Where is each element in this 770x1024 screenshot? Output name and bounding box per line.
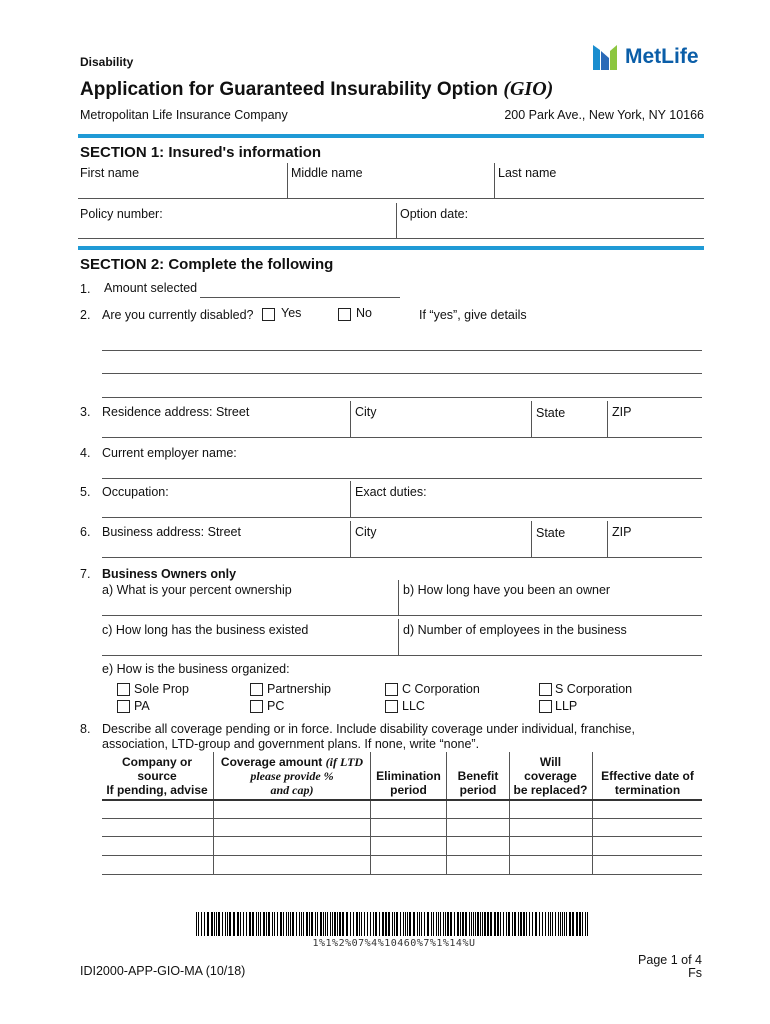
c-corporation-checkbox[interactable] <box>385 683 398 696</box>
details-line-1[interactable] <box>102 350 702 351</box>
col-company-header: Company or source If pending, advise <box>106 755 208 797</box>
llp-checkbox[interactable] <box>539 700 552 713</box>
pc-label: PC <box>267 699 285 713</box>
divider <box>398 580 399 616</box>
divider <box>398 619 399 655</box>
residence-city-label: City <box>355 405 377 419</box>
business-owners-heading: Business Owners only <box>102 567 237 581</box>
section2-heading: SECTION 2: Complete the following <box>80 256 334 273</box>
if-yes-label: If “yes”, give details <box>419 308 527 322</box>
q6-number: 6. <box>80 525 91 539</box>
q7d-label: d) Number of employees in the business <box>403 623 627 637</box>
coverage-row <box>102 874 702 875</box>
q3-number: 3. <box>80 405 91 419</box>
q7c-label: c) How long has the business existed <box>102 623 309 637</box>
residence-street-label: Residence address: Street <box>102 405 250 419</box>
col-replaced-header: Will coverage be replaced? <box>513 755 588 797</box>
business-zip-label: ZIP <box>612 525 632 539</box>
occupation-field[interactable] <box>102 517 702 518</box>
exact-duties-label: Exact duties: <box>355 485 427 499</box>
partnership-label: Partnership <box>267 682 331 696</box>
employer-label: Current employer name: <box>102 446 237 460</box>
q2-label: Are you currently disabled? <box>102 308 254 322</box>
divider <box>350 521 351 557</box>
q8-line2: association, LTD-group and government plans. If none, write “none”. <box>102 737 480 751</box>
col-benefit-header: Benefit period <box>457 769 499 797</box>
fs-mark: Fs <box>688 966 702 980</box>
metlife-logo-icon <box>593 45 620 70</box>
q1-number: 1. <box>80 282 91 296</box>
q5-number: 5. <box>80 485 91 499</box>
form-category: Disability <box>80 55 134 69</box>
policy-field-line[interactable] <box>78 238 704 239</box>
sole-prop-checkbox[interactable] <box>117 683 130 696</box>
pa-checkbox[interactable] <box>117 700 130 713</box>
business-city-label: City <box>355 525 377 539</box>
c-corporation-label: C Corporation <box>402 682 480 696</box>
q1-label: Amount selected <box>104 281 198 295</box>
divider <box>607 401 608 437</box>
divider <box>350 401 351 437</box>
business-street-label: Business address: Street <box>102 525 241 539</box>
q7-number: 7. <box>80 567 91 581</box>
form-id: IDI2000-APP-GIO-MA (10/18) <box>80 964 246 978</box>
form-title-main: Application for Guaranteed Insurability Option <box>80 79 499 100</box>
q4-number: 4. <box>80 446 91 460</box>
llc-checkbox[interactable] <box>385 700 398 713</box>
middle-name-label: Middle name <box>291 166 363 180</box>
last-name-label: Last name <box>498 166 557 180</box>
q7b-label: b) How long have you been an owner <box>403 583 611 597</box>
coverage-row <box>102 836 702 837</box>
coverage-row <box>102 855 702 856</box>
section1-heading: SECTION 1: Insured's information <box>80 144 322 161</box>
disabled-no-checkbox[interactable] <box>338 308 351 321</box>
divider <box>350 481 351 517</box>
col-termination-header: Effective date of termination <box>601 769 694 797</box>
pc-checkbox[interactable] <box>250 700 263 713</box>
q7e-label: e) How is the business organized: <box>102 662 290 676</box>
divider <box>396 203 397 239</box>
s-corporation-checkbox[interactable] <box>539 683 552 696</box>
first-name-label: First name <box>80 166 140 180</box>
details-line-2[interactable] <box>102 373 702 374</box>
q7cd-field[interactable] <box>102 655 702 656</box>
divider <box>531 401 532 437</box>
section1-rule <box>78 134 704 138</box>
name-field-line[interactable] <box>78 198 704 199</box>
q7a-label: a) What is your percent ownership <box>102 583 292 597</box>
divider <box>287 163 288 199</box>
col-elimination-header: Elimination period <box>376 769 441 797</box>
amount-selected-field[interactable] <box>200 297 400 298</box>
policy-number-label: Policy number: <box>80 207 163 221</box>
residence-address-field[interactable] <box>102 437 702 438</box>
col-coverage-header: Coverage amount (if LTD please provide % and cap) <box>220 755 364 797</box>
s-corporation-label: S Corporation <box>555 682 633 696</box>
page-number: Page 1 of 4 <box>638 953 702 967</box>
employer-field[interactable] <box>102 478 702 479</box>
q8-line1: Describe all coverage pending or in force. Include disability coverage under individual, franchise, <box>102 722 635 736</box>
option-date-label: Option date: <box>400 207 469 221</box>
section2-rule <box>78 246 704 250</box>
barcode-text: 1%1%2%07%4%10460%7%1%14%U <box>312 938 476 949</box>
business-address-field[interactable] <box>102 557 702 558</box>
sole-prop-label: Sole Prop <box>134 682 189 696</box>
residence-state-label: State <box>536 406 566 420</box>
residence-zip-label: ZIP <box>612 405 632 419</box>
partnership-checkbox[interactable] <box>250 683 263 696</box>
occupation-label: Occupation: <box>102 485 169 499</box>
barcode <box>196 912 592 936</box>
disabled-yes-checkbox[interactable] <box>262 308 275 321</box>
company-name: Metropolitan Life Insurance Company <box>80 108 288 122</box>
divider <box>494 163 495 199</box>
details-line-3[interactable] <box>102 397 702 398</box>
llp-label: LLP <box>555 699 578 713</box>
q8-number: 8. <box>80 722 91 736</box>
q2-number: 2. <box>80 308 91 322</box>
coverage-row <box>102 818 702 819</box>
metlife-logo-text: MetLife <box>625 45 699 68</box>
divider <box>607 521 608 557</box>
q7ab-field[interactable] <box>102 615 702 616</box>
form-title <box>80 78 553 101</box>
business-state-label: State <box>536 526 566 540</box>
disabled-yes-label: Yes <box>281 306 302 320</box>
divider <box>531 521 532 557</box>
pa-label: PA <box>134 699 150 713</box>
company-address: 200 Park Ave., New York, NY 10166 <box>504 108 704 122</box>
form-title-abbrev: (GIO) <box>503 78 554 100</box>
disabled-no-label: No <box>356 306 372 320</box>
llc-label: LLC <box>402 699 425 713</box>
